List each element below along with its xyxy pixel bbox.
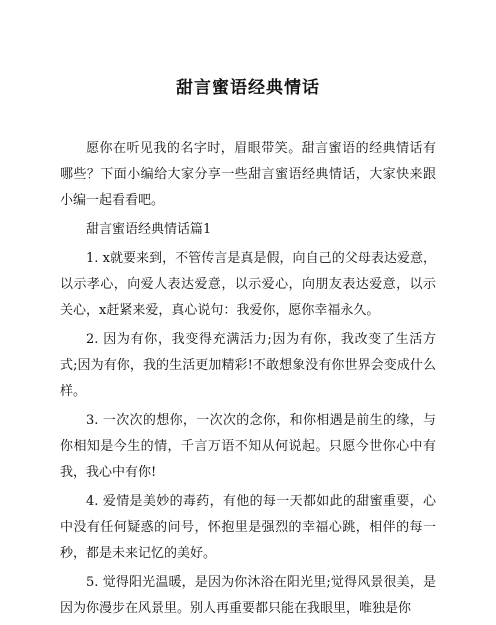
quote-paragraph-3: 3. 一次次的想你，一次次的念你，和你相遇是前生的缘，与你相知是今生的情，千言万语不知从何说起。只愿今世你心中有我，我心中有你! bbox=[60, 413, 436, 480]
section-heading: 甜言蜜语经典情话篇1 bbox=[86, 222, 212, 237]
quote-paragraph-5: 5. 觉得阳光温暖，是因为你沐浴在阳光里;觉得风景很美，是因为你漫步在风景里。别人再重要都只能在我眼里，唯独是你 bbox=[60, 575, 436, 616]
quote-paragraph-4: 4. 爱情是美妙的毒药，有他的每一天都如此的甜蜜重要，心中没有任何疑惑的问号，怀抱里是强烈的幸福心跳，相伴的每一秒，都是未来记忆的美好。 bbox=[60, 494, 436, 561]
document-body bbox=[60, 136, 436, 625]
quote-paragraph-2: 2. 因为有你，我变得充满活力;因为有你，我改变了生活方式;因为有你，我的生活更加精彩!不敢想象没有你世界会变成什么样。 bbox=[60, 332, 436, 399]
quote-paragraph-1: 1. x就要来到，不管传言是真是假，向自己的父母表达爱意，以示孝心，向爱人表达爱意，以示爱心，向朋友表达爱意，以示关心，x赶紧来爱，真心说句：我爱你，愿你幸福永久。 bbox=[60, 251, 436, 318]
document-title: 甜言蜜语经典情话 bbox=[176, 78, 320, 98]
intro-paragraph: 愿你在听见我的名字时，眉眼带笑。甜言蜜语的经典情话有哪些？下面小编给大家分享一些甜言蜜语经典情话，大家快来跟小编一起看看吧。 bbox=[60, 141, 436, 208]
